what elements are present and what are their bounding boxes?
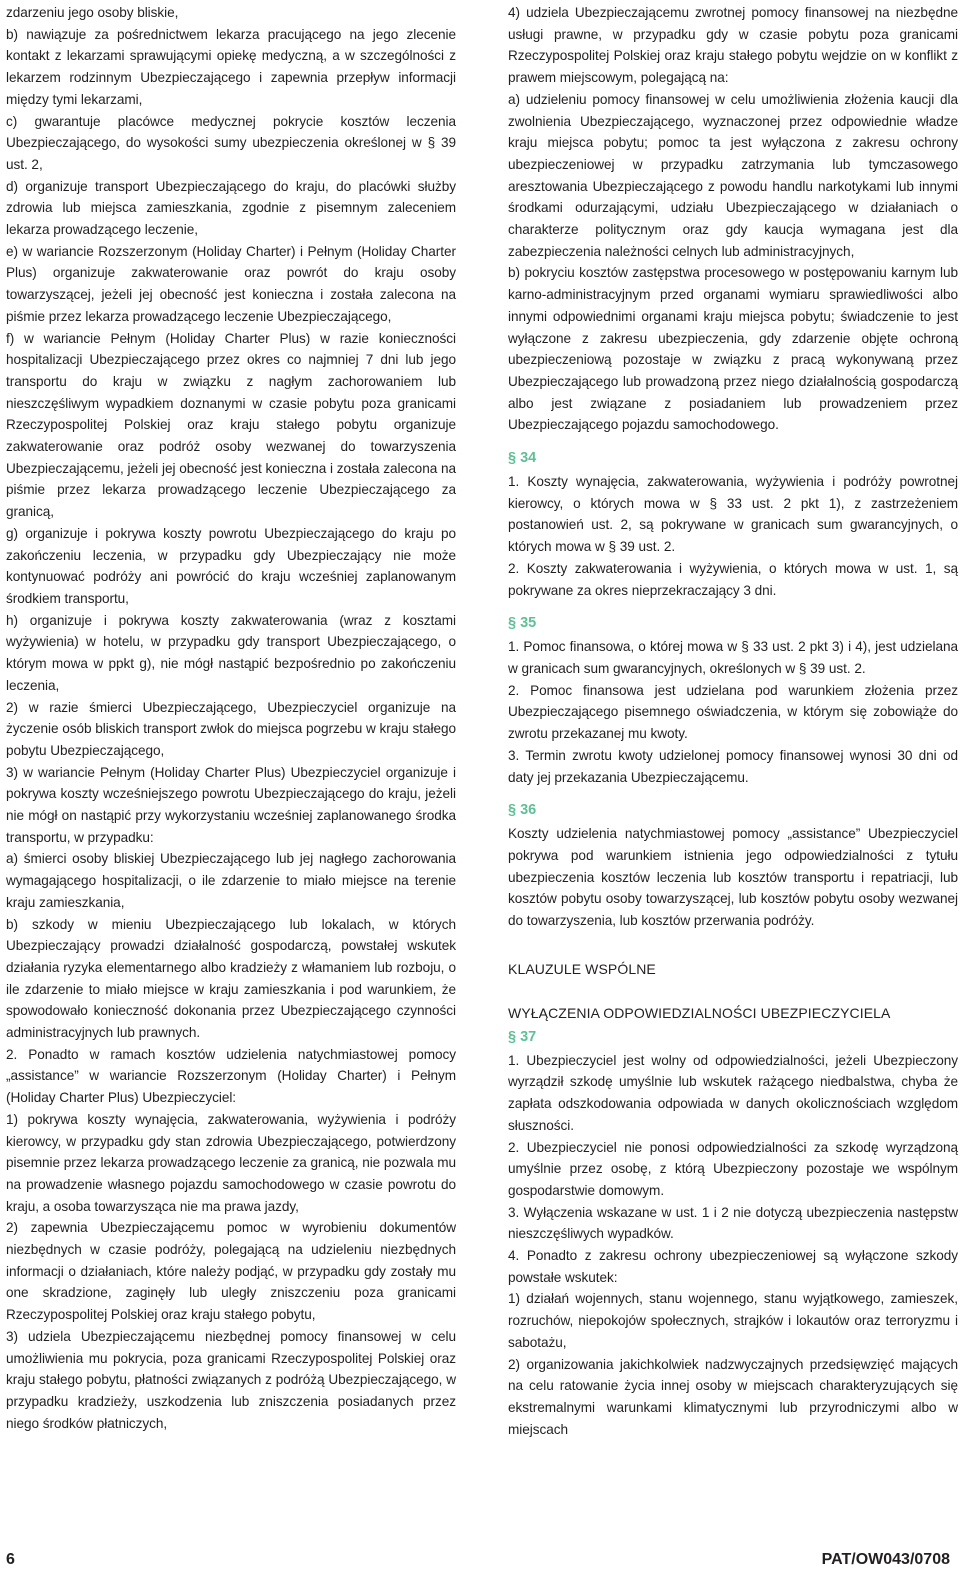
page-number: 6 <box>6 1551 15 1568</box>
paragraph: h) organizuje i pokrywa koszty zakwaterowania (wraz z kosztami wyżywienia) w hotelu, w przypadku gdy transport Ubezpieczającego, o którym mowa w ppkt g), nie mógł nastąpić bezpośrednio po zakończeniu leczenia, <box>6 612 456 693</box>
left-column <box>6 2 456 1434</box>
paragraph: e) w wariancie Rozszerzonym (Holiday Charter) i Pełnym (Holiday Charter Plus) organizuje zakwaterowanie oraz powrót do kraju osoby towarzyszącej, jeżeli jej obecność jest konieczna i została zalecona na piśmie przez lekarza prowadzącego leczenie Ubezpieczającego, <box>6 243 456 324</box>
section-number-35: § 35 <box>508 615 537 632</box>
right-column <box>508 2 958 1440</box>
paragraph: 3. Wyłączenia wskazane w ust. 1 i 2 nie dotyczą ubezpieczenia następstw nieszczęśliwych wypadków. <box>508 1204 958 1242</box>
heading-common-clauses: KLAUZULE WSPÓLNE <box>508 960 656 977</box>
paragraph: b) szkody w mieniu Ubezpieczającego lub lokalach, w których Ubezpieczający prowadzi działalność gospodarczą, powstałej wskutek działania ryzyka elementarnego albo kradzieży z włamaniem lub rozboju, o ile zdarzenie to miało miejsce w kraju zamieszkania i pod warunkiem, że spowodowało konieczność dokonania przez Ubezpieczającego czynności administracyjnych lub prawnych. <box>6 916 456 1041</box>
paragraph: 1. Koszty wynajęcia, zakwaterowania, wyżywienia i podróży powrotnej kierowcy, o których mowa w § 33 ust. 2 pkt 1), z zastrzeżeniem postanowień ust. 2, są pokrywane w granicach sum gwarancyjnych, o których mowa w § 39 ust. 2. <box>508 474 958 555</box>
section-number-34: § 34 <box>508 450 537 467</box>
paragraph: 2) w razie śmierci Ubezpieczającego, Ubezpieczyciel organizuje na życzenie osób bliskich transport zwłok do miejsca pogrzebu w kraju stałego pobytu Ubezpieczającego, <box>6 699 456 758</box>
paragraph: 4. Ponadto z zakresu ochrony ubezpieczeniowej są wyłączone szkody powstałe wskutek: <box>508 1248 958 1285</box>
paragraph: c) gwarantuje placówce medycznej pokrycie kosztów leczenia Ubezpieczającego, do wysokości sumy ubezpieczenia określonej w § 39 ust. 2, <box>6 113 456 172</box>
heading-exclusions: WYŁĄCZENIA ODPOWIEDZIALNOŚCI UBEZPIECZYCIELA <box>508 1004 891 1021</box>
paragraph: 1) pokrywa koszty wynajęcia, zakwaterowania, wyżywienia i podróży kierowcy, w przypadku gdy stan zdrowia Ubezpieczającego, potwierdzony pisemnie przez lekarza prowadzącego leczenie za granicą, nie pozwala mu na prowadzenie własnego pojazdu samochodowego w czasie powrotu do kraju, a osoba towarzysząca nie ma prawa jazdy, <box>6 1111 456 1214</box>
paragraph: 1) działań wojennych, stanu wojennego, stanu wyjątkowego, zamieszek, rozruchów, niepokojów społecznych, strajków i lokautów oraz terroryzmu i sabotażu, <box>508 1291 958 1350</box>
paragraph: 2. Pomoc finansowa jest udzielana pod warunkiem złożenia przez Ubezpieczającego pisemnego oświadczenia, w którym się zobowiąże do zwrotu przekazanej mu kwoty. <box>508 682 958 742</box>
paragraph: zdarzeniu jego osoby bliskie, <box>6 5 179 20</box>
paragraph: 4) udziela Ubezpieczającemu zwrotnej pomocy finansowej na niezbędne usługi prawne, w przypadku gdy w czasie pobytu poza granicami Rzeczypospolitej Polskiej oraz kraju stałego pobytu wejdzie on w konflikt z prawem miejscowym, polegającą na: <box>508 5 958 86</box>
document-code: PAT/OW043/0708 <box>821 1551 950 1568</box>
paragraph: 3) udziela Ubezpieczającemu niezbędnej pomocy finansowej w celu umożliwienia mu pokrycia, poza granicami Rzeczypospolitej Polskiej oraz kraju stałego pobytu, płatności związanych z podróżą Ubezpieczającego, w przypadku kradzieży, uszkodzenia lub zniszczenia posiadanych przez niego środków płatniczych, <box>6 1328 456 1431</box>
paragraph: a) śmierci osoby bliskiej Ubezpieczającego lub jej nagłego zachorowania wymagającego hospitalizacji, o ile zdarzenie to miało miejsce na terenie kraju zamieszkania, <box>6 851 456 910</box>
paragraph: a) udzieleniu pomocy finansowej w celu umożliwienia złożenia kaucji dla zwolnienia Ubezpieczającego, wyznaczonej przez odpowiednie władze kraju miejsca pobytu; pomoc ta jest wyłączona z zakresu ochrony ubezpieczeniowej w przypadku zatrzymania lub tymczasowego aresztowania Ubezpieczającego z powodu handlu narkotykami lub innymi środkami odurzającymi, udziału Ubezpieczającego w działaniach o charakterze politycznym oraz gdy kaucja wymagana jest dla zabezpieczenia należności celnych lub administracyjnych, <box>508 91 958 259</box>
paragraph: 3. Termin zwrotu kwoty udzielonej pomocy finansowej wynosi 30 dni od daty jej przekazania Ubezpieczającemu. <box>508 747 958 785</box>
paragraph: f) w wariancie Pełnym (Holiday Charter Plus) w razie konieczności hospitalizacji Ubezpieczającego przez okres co najmniej 7 dni lub jego transportu do kraju w związku z nagłym zachorowaniem lub nieszczęśliwym wypadkiem doznanymi w czasie pobytu poza granicami Rzeczypospolitej Polskiej oraz kraju stałego pobytu organizuje zakwaterowanie oraz podróż osoby wezwanej do towarzyszenia Ubezpieczającemu, jeżeli jej obecność jest konieczna i została zalecona na piśmie przez lekarza prowadzącego leczenie Ubezpieczającego za granicą, <box>6 330 456 520</box>
paragraph: b) nawiązuje za pośrednictwem lekarza pracującego na jego zlecenie kontakt z lekarzami sprawującymi opiekę medyczną, a w szczególności z lekarzem rodzinnym Ubezpieczającego i zapewnia przepływ informacji między tymi lekarzami, <box>6 26 456 107</box>
paragraph: 3) w wariancie Pełnym (Holiday Charter Plus) Ubezpieczyciel organizuje i pokrywa koszty wcześniejszego powrotu Ubezpieczającego do kraju, jeżeli nie mógł on nastąpić przy wykorzystaniu wcześniej zaplanowanego środka transportu, w przypadku: <box>6 764 456 845</box>
paragraph: d) organizuje transport Ubezpieczającego do kraju, do placówki służby zdrowia lub miejsca zamieszkania, zgodnie z pisemnym zaleceniem lekarza prowadzącego leczenie, <box>6 178 456 238</box>
paragraph: Koszty udzielenia natychmiastowej pomocy „assistance” Ubezpieczyciel pokrywa pod warunkiem istnienia jego odpowiedzialności z tytułu ubezpieczenia kosztów leczenia lub kosztów transportu i repatriacji, lub kosztów pobytu osoby towarzyszącej, lub kosztów pobytu osoby wezwanej do towarzyszenia, lub kosztów przerwania podróży. <box>508 826 958 929</box>
paragraph: 2. Ubezpieczyciel nie ponosi odpowiedzialności za szkodę wyrządzoną umyślnie przez osobę, z którą Ubezpieczony pozostaje we wspólnym gospodarstwie domowym. <box>508 1139 958 1198</box>
paragraph: b) pokryciu kosztów zastępstwa procesowego w postępowaniu karnym lub karno-administracyjnym przed organami wymiaru sprawiedliwości albo innymi odpowiednimi organami kraju miejsca pobytu; świadczenie to jest wyłączone z zakresu ubezpieczenia, gdy zdarzenie objęte ochroną ubezpieczeniową pozostaje w związku z pracą wykonywaną przez Ubezpieczającego lub prowadzoną przez niego działalnością gospodarczą albo jest związane z posiadaniem lub prowadzeniem przez Ubezpieczającego pojazdu samochodowego. <box>508 265 958 433</box>
paragraph: 1. Pomoc finansowa, o której mowa w § 33 ust. 2 pkt 3) i 4), jest udzielana w granicach sum gwarancyjnych, określonych w § 39 ust. 2. <box>508 639 958 676</box>
section-number-37: § 37 <box>508 1028 537 1045</box>
paragraph: 2. Ponadto w ramach kosztów udzielenia natychmiastowej pomocy „assistance” w wariancie Rozszerzonym (Holiday Charter) i Pełnym (Holiday Charter Plus) Ubezpieczyciel: <box>6 1046 456 1106</box>
section-number-36: § 36 <box>508 802 537 819</box>
paragraph: g) organizuje i pokrywa koszty powrotu Ubezpieczającego do kraju po zakończeniu leczenia, w przypadku gdy Ubezpieczający nie może kontynuować podróży ani powrócić do kraju wcześniej zaplanowanym środkiem transportu, <box>6 525 456 606</box>
paragraph: 2) zapewnia Ubezpieczającemu pomoc w wyrobieniu dokumentów niezbędnych w czasie podróży, polegającą na udzieleniu niezbędnych informacji o działaniach, które należy podjąć, w przypadku gdy zostały mu one skradzione, zaginęły lub uległy zniszczeniu poza granicami Rzeczypospolitej Polskiej oraz kraju stałego pobytu, <box>6 1220 456 1323</box>
paragraph: 2. Koszty zakwaterowania i wyżywienia, o których mowa w ust. 1, są pokrywane za okres nieprzekraczający 3 dni. <box>508 560 958 598</box>
paragraph: 2) organizowania jakichkolwiek nadzwyczajnych przedsięwzięć mających na celu ratowanie życia innej osoby w miejscach charakteryzujących się ekstremalnymi warunkami klimatycznymi lub przyrodniczymi albo w miejscach <box>508 1356 958 1437</box>
paragraph: 1. Ubezpieczyciel jest wolny od odpowiedzialności, jeżeli Ubezpieczony wyrządził szkodę umyślnie lub wskutek rażącego niedbalstwa, chyba że zapłata odszkodowania odpowiada w danych okolicznościach względom słuszności. <box>508 1052 958 1133</box>
